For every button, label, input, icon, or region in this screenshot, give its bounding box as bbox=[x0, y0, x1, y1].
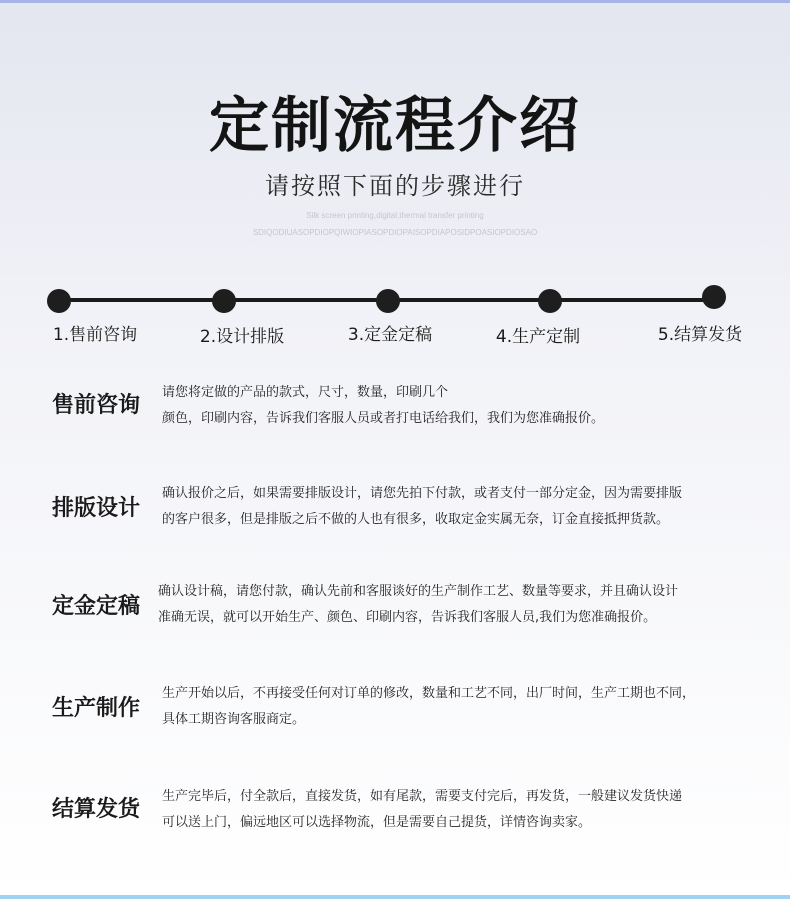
decorative-small-text-2: SDIQODIUASOPDIOPQIWIOPIASOPDIOPAISOPDIAPOSIDPOASIOPDIOSAO bbox=[252, 228, 538, 237]
section-line: 准确无误，就可以开始生产、颜色、印刷内容，告诉我们客服人员,我们为您准确报价。 bbox=[158, 610, 657, 625]
top-accent-bar bbox=[0, 0, 790, 3]
step-label-3: 3.定金定稿 bbox=[347, 325, 433, 345]
timeline-dot-2 bbox=[212, 289, 236, 313]
section-line: 确认设计稿，请您付款，确认先前和客服谈好的生产制作工艺、数量等要求，并且确认设计 bbox=[158, 584, 679, 599]
section-line: 生产开始以后，不再接受任何对订单的修改，数量和工艺不同，出厂时间，生产工期也不同， bbox=[162, 686, 696, 701]
timeline-dot-1 bbox=[47, 289, 71, 313]
section-title-shipping: 结算发货 bbox=[52, 797, 141, 822]
step-label-4: 4.生产定制 bbox=[495, 327, 581, 347]
page-subtitle: 请按照下面的步骤进行 bbox=[265, 172, 525, 200]
timeline-dot-4 bbox=[538, 289, 562, 313]
step-label-1: 1.售前咨询 bbox=[52, 325, 138, 345]
section-line: 生产完毕后，付全款后，直接发货，如有尾款，需要支付完后，再发货，一般建议发货快递 bbox=[162, 789, 683, 804]
timeline-dot-5 bbox=[702, 285, 726, 309]
section-title-design: 排版设计 bbox=[52, 496, 141, 521]
timeline-dot-3 bbox=[376, 289, 400, 313]
section-body-shipping bbox=[162, 784, 682, 836]
section-line: 确认报价之后，如果需要排版设计，请您先拍下付款，或者支付一部分定金，因为需要排版 bbox=[162, 486, 683, 501]
bottom-accent-bar bbox=[0, 895, 790, 899]
section-line: 颜色，印刷内容，告诉我们客服人员或者打电话给我们，我们为您准确报价。 bbox=[162, 411, 605, 426]
section-line: 具体工期咨询客服商定。 bbox=[162, 712, 306, 727]
decorative-small-text-1: Silk screen printing,digital,thermal transfer printing bbox=[306, 211, 484, 220]
section-body-production bbox=[162, 681, 695, 733]
step-label-5: 5.结算发货 bbox=[657, 325, 743, 345]
section-line: 可以送上门，偏远地区可以选择物流，但是需要自己提货，详情咨询卖家。 bbox=[162, 815, 592, 830]
section-body-design bbox=[162, 481, 682, 533]
section-body-deposit bbox=[158, 579, 678, 631]
section-line: 请您将定做的产品的款式，尺寸，数量，印刷几个 bbox=[162, 385, 449, 400]
step-label-2: 2.设计排版 bbox=[199, 327, 285, 347]
section-title-production: 生产制作 bbox=[52, 696, 141, 721]
section-title-deposit: 定金定稿 bbox=[52, 594, 141, 619]
page-title: 定制流程介绍 bbox=[209, 91, 581, 161]
section-title-presale: 售前咨询 bbox=[52, 393, 141, 418]
section-line: 的客户很多，但是排版之后不做的人也有很多，收取定金实属无奈，订金直接抵押货款。 bbox=[162, 512, 670, 527]
section-body-presale bbox=[162, 380, 604, 432]
